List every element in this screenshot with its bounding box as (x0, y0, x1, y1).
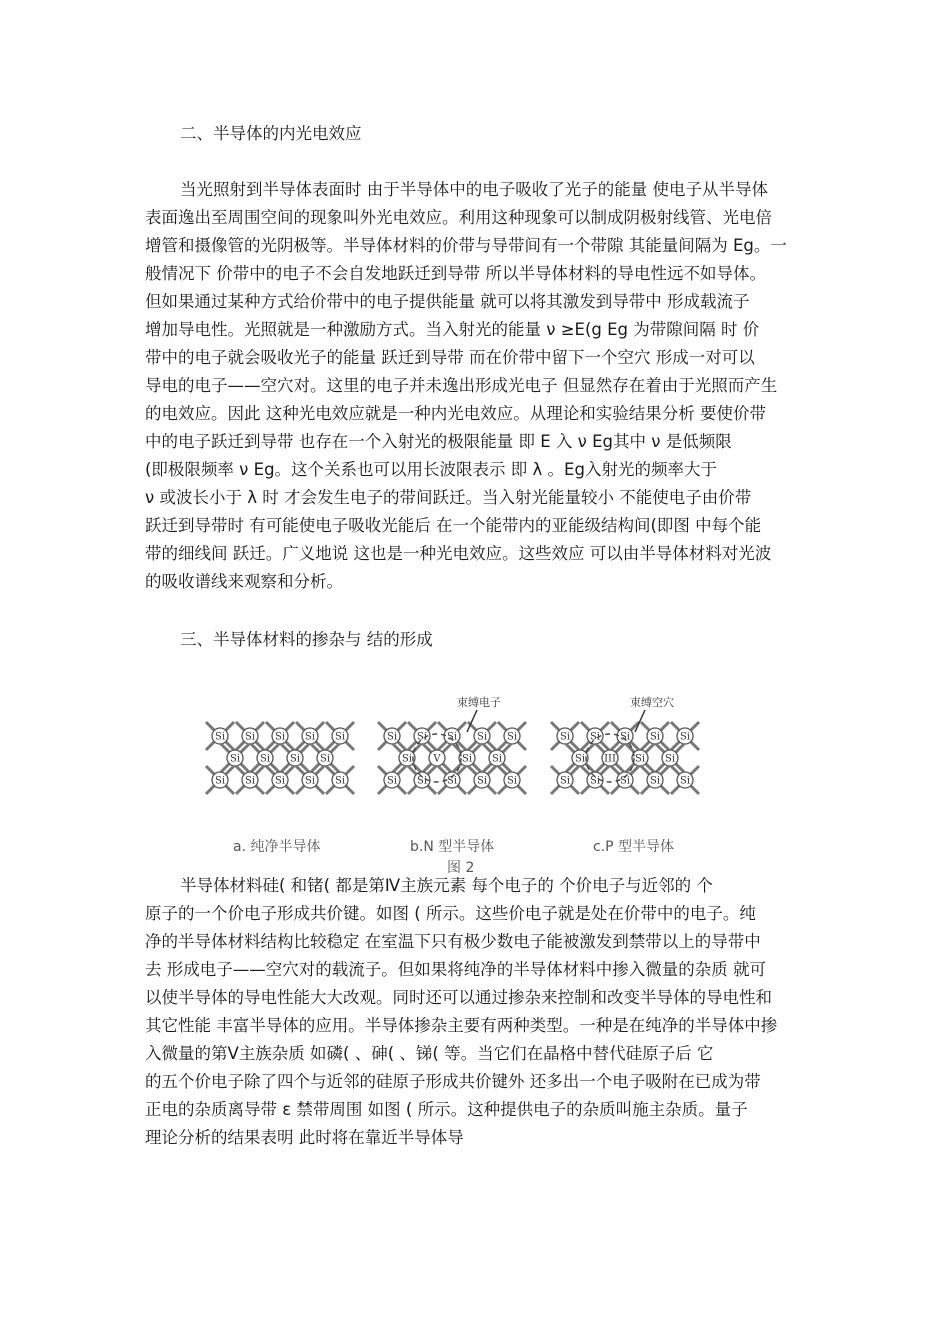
caption-a: a. 纯净半导体 (233, 839, 321, 855)
si-atom-label: Si (229, 753, 241, 765)
paragraph-line: 导电的电子——空穴对。这里的电子并未逸出形成光电子 但显然存在着由于光照而产生 (145, 376, 778, 395)
paragraph-line: 正电的杂质离导带 ε 禁带周围 如图 ( 所示。这种提供电子的杂质叫施主杂质。量子 (145, 1100, 748, 1119)
si-atom-label: Si (386, 775, 398, 787)
paragraph-line: 的电效应。因此 这种光电效应就是一种内光电效应。从理论和实验结果分析 要使价带 (145, 404, 766, 423)
si-atom-label: Si (446, 731, 458, 743)
bound-hole-label: 束缚空穴 (630, 696, 674, 709)
section2-heading: 二、半导体的内光电效应 (180, 124, 362, 143)
caption-c: c.P 型半导体 (593, 839, 675, 855)
paragraph-line: 带中的电子就会吸收光子的能量 跃迁到导带 而在价带中留下一个空穴 形成一对可以 (145, 348, 755, 367)
si-atom-label: Si (334, 775, 346, 787)
si-atom-label: Si (476, 775, 488, 787)
paragraph-line: 其它性能 丰富半导体的应用。半导体掺杂主要有两种类型。一种是在纯净的半导体中掺 (145, 1016, 778, 1035)
paragraph-line: 半导体材料硅( 和锗( 都是第Ⅳ主族元素 每个电子的 个价电子与近邻的 个 (180, 876, 713, 895)
si-atom-label: Si (559, 775, 571, 787)
paragraph-line: 以使半导体的导电性能大大改观。同时还可以通过掺杂来控制和改变半导体的导电性和 (145, 988, 772, 1007)
si-atom-label: Si (679, 775, 691, 787)
paragraph-line: ν 或波长小于 λ 时 才会发生电子的带间跃迁。当入射光能量较小 不能使电子由价带 (145, 488, 752, 507)
si-atom-label: Si (574, 753, 586, 765)
si-atom-label: Si (244, 775, 256, 787)
si-atom-label: Si (634, 753, 646, 765)
paragraph-line: 入微量的第Ⅴ主族杂质 如磷( 、砷( 、锑( 等。当它们在晶格中替代硅原子后 它 (145, 1044, 714, 1063)
figure-number: 图 2 (447, 860, 475, 876)
si-atom-label: Si (274, 731, 286, 743)
si-atom-label: Si (416, 731, 428, 743)
paragraph-line: 理论分析的结果表明 此时将在靠近半导体导 (145, 1128, 464, 1147)
si-atom-label: Si (304, 731, 316, 743)
lattice-diagram (205, 688, 705, 878)
paragraph-line: 中的电子跃迁到导带 也存在一个入射光的极限能量 即 E 入 ν Eg其中 ν 是低频限 (145, 432, 732, 451)
si-atom-label: Si (274, 775, 286, 787)
paragraph-line: 表面逸出至周围空间的现象叫外光电效应。利用这种现象可以制成阴极射线管、光电倍 (145, 208, 772, 227)
si-atom-label: Si (446, 775, 458, 787)
si-atom-label: Si (619, 731, 631, 743)
paragraph-line: 增加导电性。光照就是一种激励方式。当入射光的能量 ν ≥E(g Eg 为带隙间隔 时 价 (145, 320, 760, 339)
panel-p-type-semiconductor (551, 722, 699, 794)
si-atom-label: Si (401, 753, 413, 765)
si-atom-label: Si (589, 775, 601, 787)
si-atom-label: Si (334, 731, 346, 743)
paragraph-line: 增管和摄像管的光阴极等。半导体材料的价带与导带间有一个带隙 其能量间隔为 Eg。一 (145, 236, 787, 255)
paragraph-line: 般情况下 价带中的电子不会自发地跃迁到导带 所以半导体材料的导电性远不如导体。 (145, 264, 766, 283)
acceptor-atom-label: III (604, 753, 616, 765)
si-atom-label: Si (506, 775, 518, 787)
si-atom-label: Si (619, 775, 631, 787)
paragraph-line: 去 形成电子——空穴对的载流子。但如果将纯净的半导体材料中掺入微量的杂质 就可 (145, 960, 766, 979)
paragraph-line: 跃迁到导带时 有可能使电子吸收光能后 在一个能带内的亚能级结构间(即图 中每个能 (145, 516, 762, 535)
paragraph-line: 的五个价电子除了四个与近邻的硅原子形成共价键外 还多出一个电子吸附在已成为带 (145, 1072, 761, 1091)
caption-b: b.N 型半导体 (410, 839, 495, 855)
donor-atom-label: V (433, 753, 441, 765)
section3-heading: 三、半导体材料的掺杂与 结的形成 (180, 630, 433, 649)
paragraph-line: 带的细线间 跃迁。广义地说 这也是一种光电效应。这些效应 可以由半导体材料对光波 (145, 544, 772, 563)
si-atom-label: Si (319, 753, 331, 765)
si-atom-label: Si (214, 731, 226, 743)
si-atom-label: Si (304, 775, 316, 787)
panel-n-type-semiconductor (378, 722, 526, 794)
si-atom-label: Si (416, 775, 428, 787)
si-atom-label: Si (461, 753, 473, 765)
si-atom-label: Si (649, 775, 661, 787)
paragraph-line: 当光照射到半导体表面时 由于半导体中的电子吸收了光子的能量 使电子从半导体 (180, 180, 768, 199)
semiconductor-lattice-figure (205, 688, 705, 878)
bound-electron-label: 束缚电子 (457, 696, 501, 709)
si-atom-label: Si (589, 731, 601, 743)
bound-hole-arrow (635, 710, 645, 732)
si-atom-label: Si (289, 753, 301, 765)
paragraph-line: (即极限频率 ν Eg。这个关系也可以用长波限表示 即 λ 。Eg入射光的频率大于 (145, 460, 717, 479)
panel-pure-semiconductor (206, 722, 354, 794)
si-atom-label: Si (476, 731, 488, 743)
paragraph-line: 净的半导体材料结构比较稳定 在室温下只有极少数电子能被激发到禁带以上的导带中 (145, 932, 761, 951)
paragraph-line: 的吸收谱线来观察和分析。 (145, 572, 343, 591)
paragraph-line: 但如果通过某种方式给价带中的电子提供能量 就可以将其激发到导带中 形成载流子 (145, 292, 750, 311)
si-atom-label: Si (649, 731, 661, 743)
paragraph-line: 原子的一个价电子形成共价键。如图 ( 所示。这些价电子就是处在价带中的电子。纯 (145, 904, 756, 923)
si-atom-label: Si (679, 731, 691, 743)
si-atom-label: Si (664, 753, 676, 765)
si-atom-label: Si (559, 731, 571, 743)
si-atom-label: Si (244, 731, 256, 743)
si-atom-label: Si (214, 775, 226, 787)
si-atom-label: Si (491, 753, 503, 765)
si-atom-label: Si (386, 731, 398, 743)
si-atom-label: Si (506, 731, 518, 743)
si-atom-label: Si (259, 753, 271, 765)
